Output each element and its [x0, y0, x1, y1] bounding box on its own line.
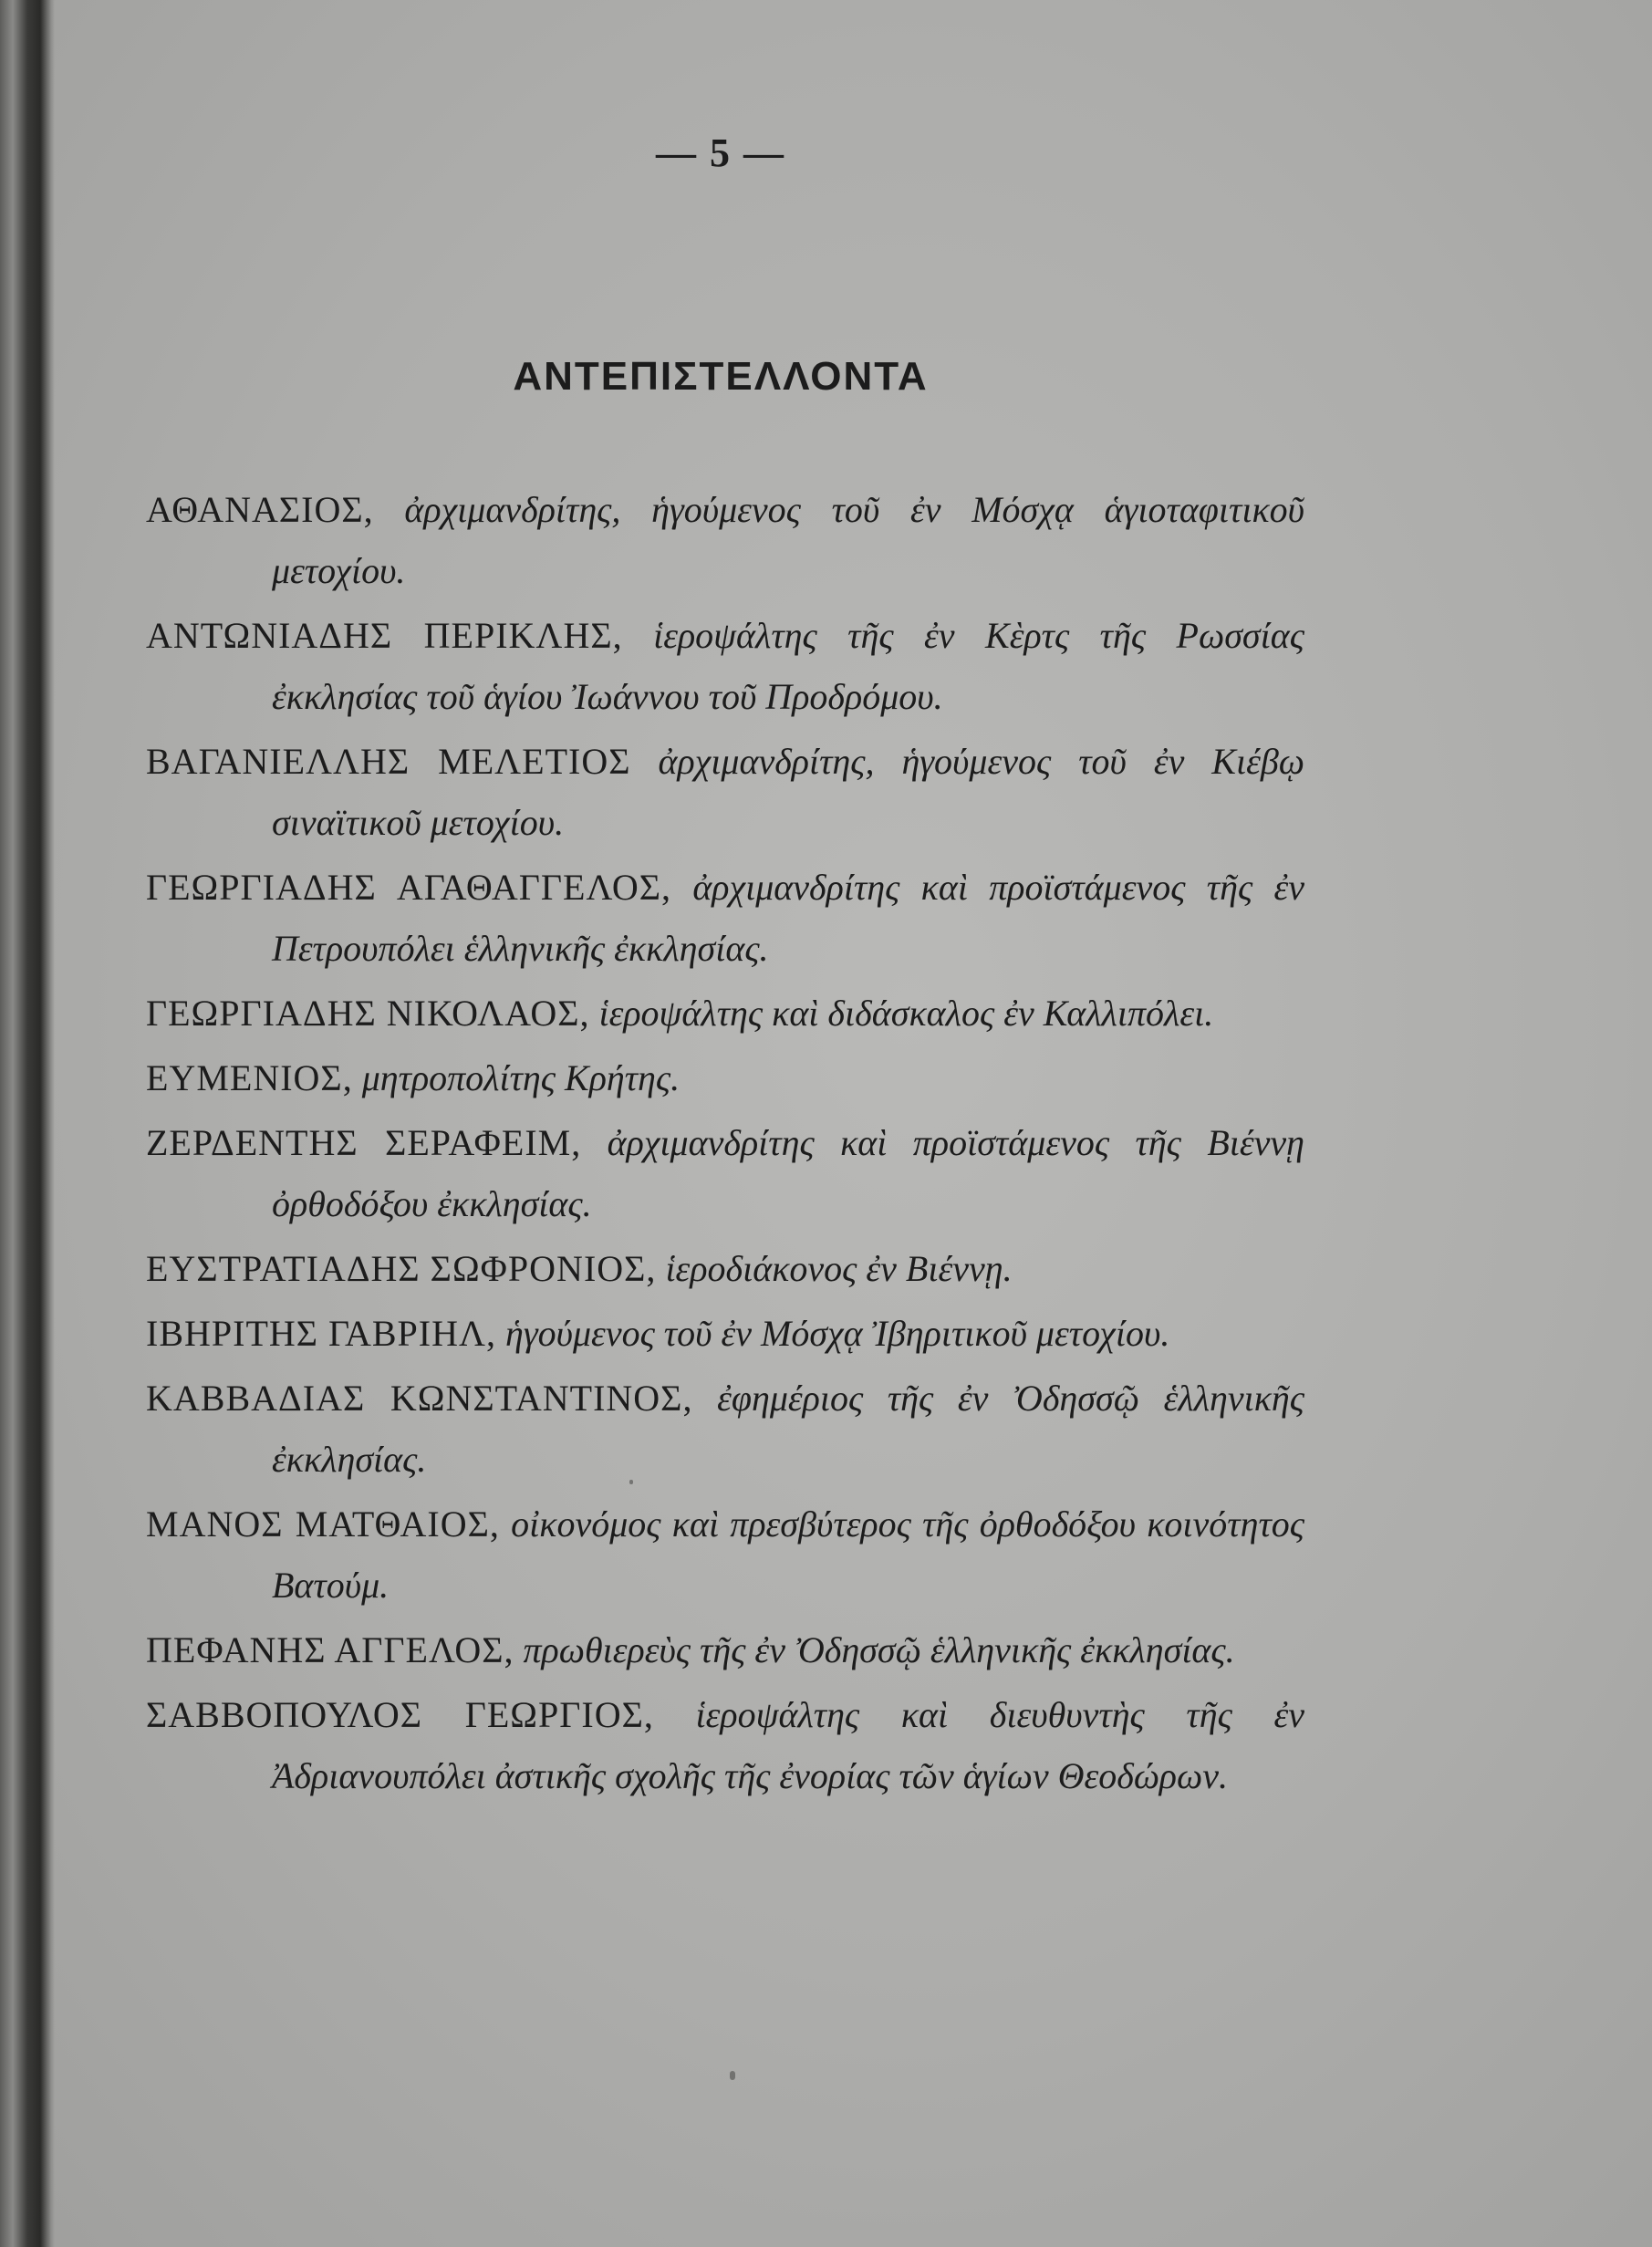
entry-name: ΑΝΤΩΝΙΑΔΗΣ ΠΕΡΙΚΛΗΣ, [146, 615, 623, 656]
entry-description: ἀρχιμανδρίτης, ἡγούμενος τοῦ ἐν Κιέβῳ σιναϊτικοῦ μετοχίου. [272, 741, 1305, 843]
entry-name: ΕΥΜΕΝΙΟΣ, [146, 1057, 353, 1098]
entry-name: ΓΕΩΡΓΙΑΔΗΣ ΝΙΚΟΛΑΟΣ, [146, 993, 590, 1034]
entry-description: ἀρχιμανδρίτης καὶ προϊστάμενος τῆς Βιέννῃ ὀρθοδόξου ἐκκλησίας. [272, 1122, 1304, 1224]
entry-name: ΒΑΓΑΝΙΕΛΛΗΣ ΜΕΛΕΤΙΟΣ [146, 741, 631, 782]
list-item [146, 479, 1304, 601]
ink-speck [629, 1480, 633, 1484]
entry-name: ΣΑΒΒΟΠΟΥΛΟΣ ΓΕΩΡΓΙΟΣ, [146, 1694, 654, 1735]
list-item [146, 605, 1304, 727]
entry-name: ΚΑΒΒΑΔΙΑΣ ΚΩΝΣΤΑΝΤΙΝΟΣ, [146, 1378, 693, 1419]
entry-name: ΠΕΦΑΝΗΣ ΑΓΓΕΛΟΣ, [146, 1629, 514, 1670]
entry-description: ἀρχιμανδρίτης, ἡγούμενος τοῦ ἐν Μόσχᾳ ἁγιοταφιτικοῦ μετοχίου. [272, 489, 1304, 591]
section-heading: ΑΝΤΕΠΙΣΤΕΛΛΟΝΤΑ [513, 354, 929, 399]
entry-description: ἱεροψάλτης καὶ διδάσκαλος ἐν Καλλιπόλει. [598, 993, 1214, 1034]
entry-description: ἱεροψάλτης καὶ διευθυντὴς τῆς ἐν Ἀδριανουπόλει ἀστικῆς σχολῆς τῆς ἐνορίας τῶν ἁγίων Θεοδώρων. [272, 1694, 1305, 1796]
entry-name: ΑΘΑΝΑΣΙΟΣ, [146, 489, 374, 530]
entry-name: ΖΕΡΔΕΝΤΗΣ ΣΕΡΑΦΕΙΜ, [146, 1122, 582, 1163]
entry-name: ΙΒΗΡΙΤΗΣ ΓΑΒΡΙΗΛ, [146, 1313, 497, 1354]
entry-name: ΜΑΝΟΣ ΜΑΤΘΑΙΟΣ, [146, 1503, 500, 1545]
entry-description: οἰκονόμος καὶ πρεσβύτερος τῆς ὀρθοδόξου κοινότητος Βατούμ. [272, 1503, 1304, 1606]
correspondents-list [146, 479, 1304, 1810]
list-item [146, 1112, 1304, 1234]
entry-description: ἀρχιμανδρίτης καὶ προϊστάμενος τῆς ἐν Πετρουπόλει ἑλληνικῆς ἐκκλησίας. [272, 867, 1305, 969]
list-item [146, 983, 1304, 1044]
entry-description: ἱεροδιάκονος ἐν Βιέννῃ. [665, 1248, 1013, 1289]
list-item [146, 1493, 1304, 1616]
entry-description: πρωθιερεὺς τῆς ἐν Ὀδησσῷ ἑλληνικῆς ἐκκλησίας. [523, 1629, 1235, 1670]
list-item [146, 731, 1304, 853]
binding-shadow [0, 0, 55, 2247]
list-item [146, 1047, 1304, 1108]
list-item [146, 1684, 1304, 1806]
entry-description: ἡγούμενος τοῦ ἐν Μόσχᾳ Ἰβηριτικοῦ μετοχίου. [505, 1313, 1170, 1354]
list-item [146, 1368, 1304, 1490]
entry-name: ΕΥΣΤΡΑΤΙΑΔΗΣ ΣΩΦΡΟΝΙΟΣ, [146, 1248, 657, 1289]
entry-description: ἐφημέριος τῆς ἐν Ὀδησσῷ ἑλληνικῆς ἐκκλησίας. [272, 1378, 1305, 1480]
entry-description: ἱεροψάλτης τῆς ἐν Κὲρτς τῆς Ρωσσίας ἐκκλησίας τοῦ ἁγίου Ἰωάννου τοῦ Προδρόμου. [272, 615, 1304, 717]
entry-name: ΓΕΩΡΓΙΑΔΗΣ ΑΓΑΘΑΓΓΕΛΟΣ, [146, 867, 671, 908]
entry-description: μητροπολίτης Κρήτης. [361, 1057, 681, 1098]
ink-speck [730, 2071, 735, 2080]
list-item [146, 1238, 1304, 1299]
list-item [146, 1619, 1304, 1680]
list-item [146, 1303, 1304, 1364]
list-item [146, 857, 1304, 979]
page-number: — 5 — [656, 130, 785, 175]
